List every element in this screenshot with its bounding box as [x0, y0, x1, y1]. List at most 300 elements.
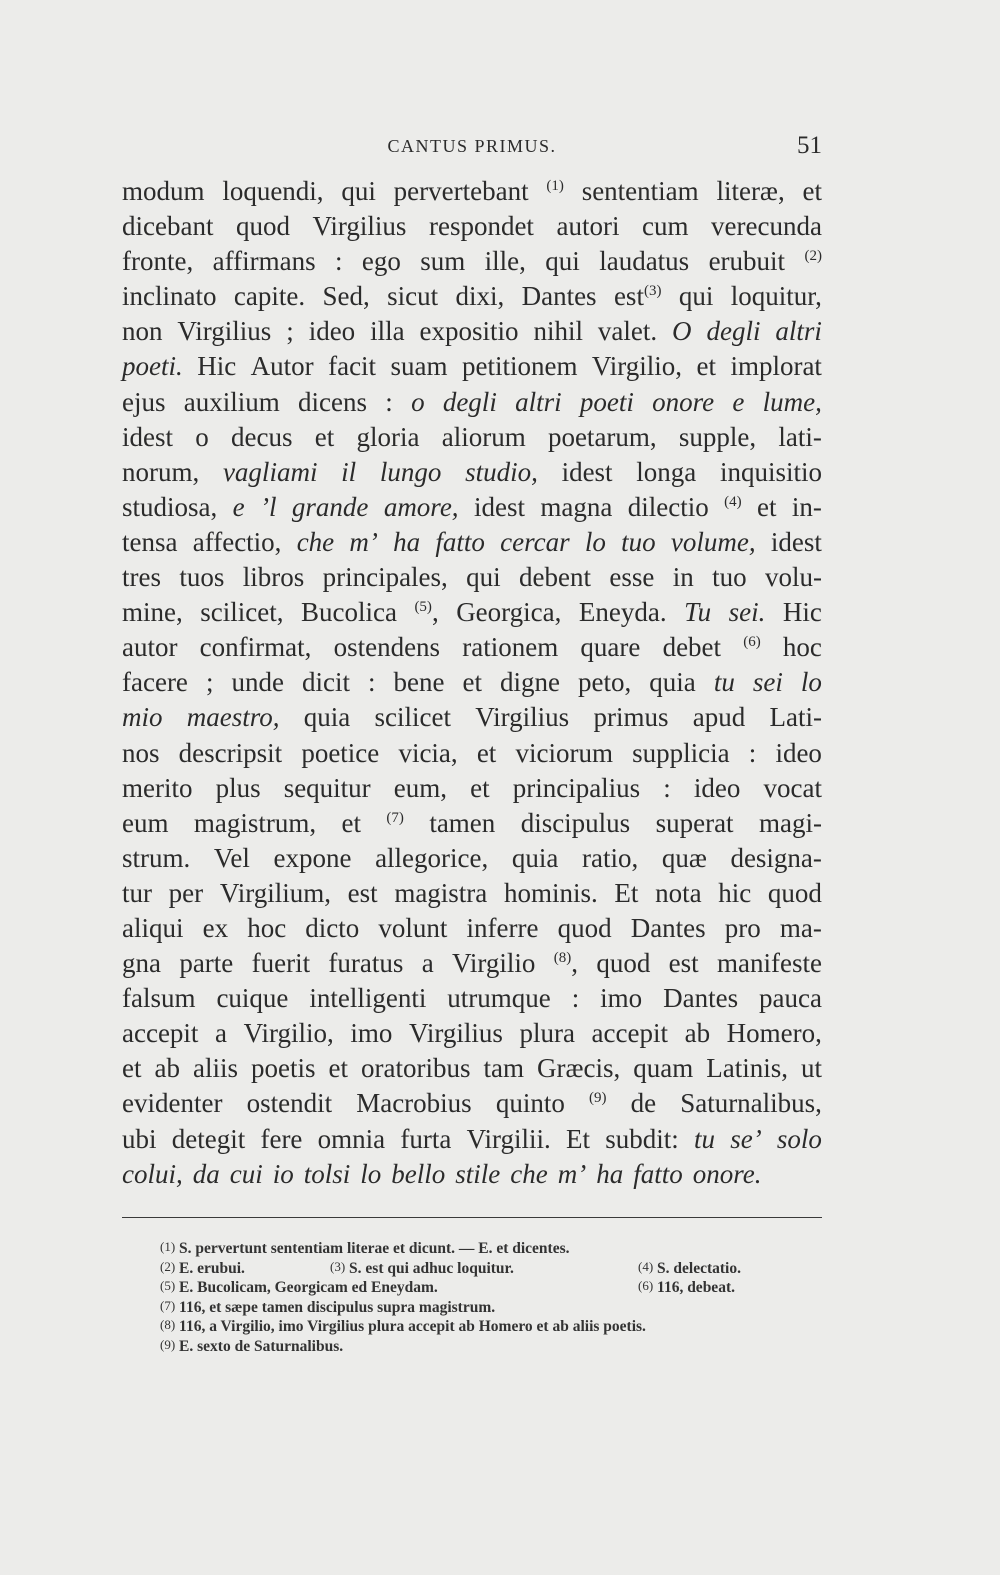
word: sententiam — [581, 176, 699, 206]
word: utrumque — [447, 983, 551, 1014]
word: stile — [455, 1158, 501, 1189]
text-line — [122, 806, 822, 841]
footnote-text: E. Bucolicam, Georgicam ed Eneydam. — [175, 1279, 438, 1297]
text-line — [122, 1051, 822, 1086]
footnote-reference: (7) — [386, 809, 404, 826]
word: hoc — [782, 632, 822, 663]
word: designa- — [730, 842, 822, 873]
footnote-text: 116, debeat. — [653, 1279, 735, 1297]
word: inferre — [466, 912, 539, 943]
word: autori — [556, 211, 620, 242]
footnote-reference: (5) — [414, 599, 432, 616]
word: colui, — [122, 1158, 183, 1189]
word: pro — [724, 912, 761, 943]
word: laudatus — [599, 246, 690, 277]
word: O — [672, 316, 692, 347]
word: fere — [260, 1123, 303, 1154]
footnote — [638, 1257, 741, 1279]
word: est — [347, 877, 378, 908]
word: quia — [649, 667, 696, 698]
word: sei — [752, 667, 783, 698]
word: magna — [540, 491, 613, 522]
text-line — [122, 630, 822, 665]
word: volume, — [670, 526, 756, 557]
word: implorat — [730, 351, 822, 382]
word: omnia — [317, 1123, 386, 1154]
word: cui — [229, 1158, 263, 1189]
text-line — [122, 560, 822, 595]
word: dicens — [298, 386, 368, 417]
footnote-marker: (8) — [160, 1317, 176, 1333]
footnote — [160, 1315, 646, 1337]
footnote-text: S. delectatio. — [653, 1259, 741, 1277]
word: in- — [791, 491, 822, 522]
word: maestro, — [186, 702, 280, 733]
word — [546, 174, 564, 209]
word: altri — [775, 316, 822, 347]
word: evidenter — [122, 1088, 223, 1119]
word: libros — [242, 562, 305, 593]
word: Virgilius — [177, 316, 272, 347]
word: manifeste — [717, 948, 822, 979]
footnote-marker: (6) — [638, 1278, 654, 1294]
word: quæ — [661, 842, 707, 873]
word: io — [272, 1158, 294, 1189]
word: tu — [693, 1123, 715, 1154]
word: fatto — [633, 1158, 683, 1189]
word: pervertebant — [393, 176, 529, 206]
word: quinto — [495, 1088, 565, 1119]
word: ostendit — [246, 1088, 333, 1119]
text-line — [122, 876, 822, 911]
word: quia — [511, 842, 559, 873]
word: lungo — [379, 456, 442, 487]
word: Virgilius — [312, 211, 407, 242]
footnote-text: 116, a Virgilio, imo Virgilius plura accepit ab Homero et ab aliis poetis. — [175, 1318, 646, 1336]
word: m’ — [349, 526, 378, 557]
word: quare — [580, 632, 641, 663]
word: lo — [360, 1158, 382, 1189]
word: est$^{(3)}$ — [613, 281, 662, 312]
text-line — [122, 314, 822, 349]
text-line — [122, 1016, 822, 1051]
word: eum — [122, 807, 169, 838]
word: modum — [122, 176, 205, 206]
word: qui — [545, 246, 580, 277]
word: quod — [767, 877, 822, 908]
text-line — [122, 946, 822, 981]
text-line — [122, 244, 822, 279]
word: ostendens — [333, 632, 441, 663]
word: aliorum — [441, 421, 526, 452]
word: se’ — [730, 1123, 762, 1154]
word: dilectio — [627, 491, 709, 522]
word: ab — [684, 1018, 711, 1049]
word: verecunda — [711, 211, 822, 242]
word: plura — [519, 1018, 575, 1049]
word: poeti. — [122, 351, 183, 382]
word: ut — [800, 1053, 822, 1084]
word: volunt — [378, 912, 448, 943]
footnotes — [160, 1237, 822, 1355]
word: literæ, — [716, 176, 785, 206]
word: quia — [303, 702, 351, 733]
word: parte — [179, 948, 234, 979]
word: tuo — [712, 562, 747, 593]
word: confirmat, — [199, 632, 312, 663]
word: imo — [600, 983, 643, 1014]
word: apud — [692, 702, 746, 733]
footnote-reference: (1) — [546, 178, 564, 194]
text-line — [122, 490, 822, 525]
word: Virgilio — [452, 948, 536, 979]
word: amore, — [383, 491, 459, 522]
word: fronte, — [122, 246, 194, 277]
word: tur — [122, 877, 152, 908]
word: ideo — [693, 772, 741, 803]
word: cum — [641, 211, 689, 242]
word: autor — [122, 632, 178, 663]
word: cuique — [216, 983, 289, 1014]
word: che — [296, 526, 335, 557]
word: il — [341, 456, 357, 487]
word: Et — [614, 877, 639, 908]
text-line — [122, 420, 822, 455]
word: Homero, — [726, 1018, 822, 1049]
main-text — [122, 174, 822, 1192]
word: dixi, — [455, 281, 505, 312]
word: studiosa, — [122, 491, 218, 522]
word: mio — [122, 702, 163, 733]
word: unde — [231, 667, 284, 698]
word: hic — [718, 877, 752, 908]
word: ha — [596, 1158, 624, 1189]
word: sum — [420, 246, 466, 277]
text-line — [122, 736, 822, 771]
word: de — [630, 1088, 657, 1119]
text-line — [122, 1086, 822, 1121]
word: tu — [713, 667, 735, 698]
word: solo — [776, 1123, 822, 1154]
word: hominis. — [503, 877, 598, 908]
page-header — [122, 132, 822, 162]
word: rationem — [462, 632, 559, 663]
word: allegorice, — [375, 842, 489, 873]
word: e — [732, 386, 745, 417]
word: Latinis, — [706, 1053, 788, 1084]
word: lume, — [762, 386, 822, 417]
word: Virgilio, — [243, 1018, 334, 1049]
word: ratio, — [581, 842, 639, 873]
word: e — [232, 491, 245, 522]
page-number: 51 — [797, 132, 822, 159]
word: lo — [800, 667, 822, 698]
word: subdit: — [605, 1123, 679, 1154]
word: ma- — [779, 912, 822, 943]
word: qui — [678, 281, 714, 312]
word: $^{(5)}$, — [414, 597, 439, 628]
word: Græcis, — [536, 1053, 621, 1084]
word: digne — [500, 667, 561, 698]
text-line — [122, 1122, 822, 1157]
word: affirmans — [212, 246, 316, 277]
word: qui — [341, 176, 376, 206]
word: onore — [652, 386, 715, 417]
word: longa — [636, 456, 697, 487]
text-line — [122, 981, 822, 1016]
footnote — [160, 1257, 245, 1279]
word: esse — [609, 562, 655, 593]
text-line — [122, 385, 822, 420]
word: ille, — [484, 246, 526, 277]
word: furta — [400, 1123, 452, 1154]
word: scilicet — [374, 702, 452, 733]
word: o — [195, 421, 209, 452]
word: et — [328, 1053, 348, 1084]
word: imo — [350, 1018, 393, 1049]
word: ex — [202, 912, 229, 943]
word: capite. — [233, 281, 306, 312]
text-line — [122, 771, 822, 806]
word: idest — [473, 491, 525, 522]
word: quod — [557, 912, 612, 943]
word: idest — [122, 421, 173, 452]
footnote — [160, 1237, 570, 1259]
footnote — [160, 1276, 438, 1298]
word: est — [668, 948, 699, 979]
footnote-text: S. est qui adhuc loquitur. — [345, 1259, 514, 1277]
word: accepit — [591, 1018, 668, 1049]
word: descripsit — [178, 737, 283, 768]
word: Georgica, — [456, 597, 562, 628]
word: magistra — [394, 877, 488, 908]
word: Dantes — [663, 983, 739, 1014]
word: bene — [393, 667, 445, 698]
word: Virgilii. — [466, 1123, 551, 1154]
footnote-reference: (4) — [724, 493, 742, 510]
word: magi- — [758, 807, 822, 838]
text-line — [122, 595, 822, 630]
footnote-marker: (2) — [160, 1258, 176, 1274]
word: vocat — [763, 772, 822, 803]
word: et — [122, 1053, 142, 1084]
footnote-marker: (1) — [160, 1239, 176, 1254]
word: ejus — [122, 386, 166, 417]
word: ab — [154, 1053, 180, 1084]
word: qui — [466, 562, 501, 593]
word: mine, — [122, 597, 183, 628]
footnote-reference: (3) — [643, 283, 662, 300]
word: erubuit — [708, 246, 786, 277]
word: $^{(8)}$, — [553, 948, 579, 979]
word: scilicet, — [200, 597, 284, 628]
word: petitionem — [461, 351, 578, 382]
footnote-text: S. pervertunt sententiam literae et dicunt. — E. et dicentes. — [175, 1240, 570, 1257]
text-line — [122, 700, 822, 735]
word: ideo — [308, 316, 356, 347]
footnote-marker: (7) — [160, 1297, 176, 1313]
word: : — [748, 737, 757, 768]
word: intelligenti — [309, 983, 427, 1014]
footnote — [330, 1257, 514, 1279]
word: ; — [205, 667, 214, 698]
word: debet — [662, 632, 722, 663]
word: Hic — [782, 597, 822, 628]
word: bello — [391, 1158, 446, 1189]
word: a — [421, 948, 434, 979]
word: gna — [122, 948, 161, 979]
word: supplicia — [632, 737, 730, 768]
word: tamen — [429, 807, 496, 838]
word: aliqui — [122, 912, 184, 943]
word: expositio — [419, 316, 519, 347]
word: et — [476, 737, 497, 768]
word: norum, — [122, 456, 200, 487]
word: detegit — [171, 1123, 246, 1154]
word: Dantes — [630, 912, 706, 943]
word: Tu — [684, 597, 712, 628]
word: et — [470, 772, 490, 803]
footnote-text: E. sexto de Saturnalibus. — [175, 1337, 344, 1355]
word: : — [571, 983, 580, 1014]
word: sicut — [387, 281, 439, 312]
word: et — [341, 807, 362, 838]
word: et — [696, 351, 716, 382]
word: : — [367, 667, 376, 698]
word: sei. — [728, 597, 766, 628]
footnote-marker: (3) — [330, 1258, 346, 1274]
word — [804, 244, 822, 279]
word — [386, 806, 404, 841]
word: affectio, — [192, 526, 282, 557]
word: da — [192, 1158, 220, 1189]
word: lo — [584, 526, 606, 557]
footnote-line — [160, 1257, 822, 1277]
running-head: CANTUS PRIMUS. — [387, 136, 557, 156]
text-line — [122, 911, 822, 946]
text-line — [122, 665, 822, 700]
word: ha — [393, 526, 421, 557]
footnote — [160, 1296, 495, 1318]
word — [589, 1086, 607, 1121]
word: Virgilius — [475, 702, 570, 733]
word: lati- — [778, 421, 822, 452]
word: facere — [122, 667, 188, 698]
word: oratoribus — [360, 1053, 471, 1084]
footnote-text: 116, et sæpe tamen discipulus supra magistrum. — [175, 1298, 496, 1316]
word: Et — [565, 1123, 590, 1154]
word: inclinato — [122, 281, 217, 312]
word: hoc — [247, 912, 287, 943]
word: idest — [561, 456, 613, 487]
footnote — [638, 1276, 735, 1298]
word: decus — [231, 421, 293, 452]
word: principales, — [322, 562, 448, 593]
word: degli — [706, 316, 761, 347]
word: dicebant — [122, 211, 214, 242]
word: poetice — [301, 737, 380, 768]
text-line — [122, 1157, 822, 1192]
word: Lati- — [769, 702, 822, 733]
word: ubi — [122, 1123, 157, 1154]
word: et — [802, 176, 822, 206]
word: gloria — [356, 421, 420, 452]
footnote-line — [160, 1276, 822, 1296]
word: Eneyda. — [578, 597, 667, 628]
word: o — [411, 386, 425, 417]
word: Autor — [250, 351, 314, 382]
word: aliis — [192, 1053, 238, 1084]
word: : — [385, 386, 393, 417]
footnote — [160, 1335, 343, 1357]
word: primus — [593, 702, 669, 733]
word: Sed, — [322, 281, 370, 312]
word: eum, — [393, 772, 448, 803]
word: per — [168, 877, 204, 908]
word: : — [663, 772, 671, 803]
word: poetarum, — [547, 421, 657, 452]
word: poetis — [250, 1053, 316, 1084]
word: m’ — [557, 1158, 587, 1189]
text-line — [122, 455, 822, 490]
word: Dantes — [521, 281, 597, 312]
text-line — [122, 174, 822, 209]
word: ego — [361, 246, 401, 277]
footnote-reference: (8) — [553, 950, 572, 967]
word: loquendi, — [222, 176, 324, 206]
footnote-reference: (6) — [743, 634, 761, 651]
word: furatus — [328, 948, 404, 979]
word: merito — [122, 772, 193, 803]
word: fatto — [435, 526, 485, 557]
word: vagliami — [222, 456, 318, 487]
text-line — [122, 209, 822, 244]
word: magistrum, — [193, 807, 317, 838]
word: grande — [291, 491, 369, 522]
word: accepit — [122, 1018, 199, 1049]
word: tuos — [179, 562, 225, 593]
word: facit — [328, 351, 377, 382]
word: ’l — [260, 491, 277, 522]
word: Bucolica — [300, 597, 397, 628]
footnote-marker: (4) — [638, 1258, 654, 1274]
word: inquisitio — [719, 456, 822, 487]
word: illa — [370, 316, 405, 347]
word: ; — [286, 316, 294, 347]
word: plus — [215, 772, 261, 803]
word: quod — [596, 948, 651, 979]
word: quam — [633, 1053, 694, 1084]
word: falsum — [122, 983, 196, 1014]
word: Macrobius — [356, 1088, 472, 1119]
word: suam — [390, 351, 448, 382]
word: quod — [236, 211, 290, 242]
word: altri — [515, 386, 562, 417]
word: Virgilium, — [219, 877, 331, 908]
word: idest — [770, 526, 822, 557]
footnote-marker: (9) — [160, 1336, 176, 1352]
word: dicto — [305, 912, 360, 943]
word: et — [314, 421, 335, 452]
word: vicia, — [398, 737, 458, 768]
word: poeti — [579, 386, 634, 417]
word: : — [334, 246, 343, 277]
word: tam — [483, 1053, 524, 1084]
word: che — [510, 1158, 548, 1189]
word: fuerit — [251, 948, 311, 979]
word: tolsi — [303, 1158, 351, 1189]
word: strum. — [122, 842, 191, 873]
